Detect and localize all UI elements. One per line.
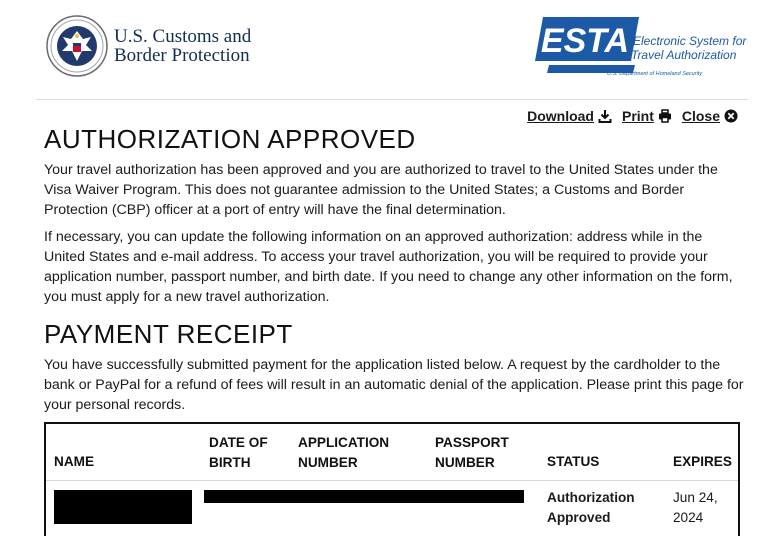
payment-heading: PAYMENT RECEIPT — [44, 319, 293, 349]
receipt-table — [44, 422, 740, 536]
expires-line2: 2024 — [673, 510, 704, 525]
col-status: STATUS — [547, 454, 600, 469]
col-app-line2: NUMBER — [298, 455, 358, 470]
status-line1: Authorization — [547, 490, 635, 505]
col-expires: EXPIRES — [673, 454, 732, 469]
authorization-paragraph-1: Your travel authorization has been approved and you are authorized to travel to the United States under the Visa Waiver Program. This does not guarantee admission to the United States; a Customs and Border Protection (CBP) officer at a port of entry will have the final determination. — [44, 162, 718, 218]
print-link[interactable] — [622, 108, 672, 124]
payment-paragraph: You have successfully submitted payment for the application listed below. A request by the cardholder to the bank or PayPal for a refund of fees will result in an automatic denial of the application. Please print this page for your personal records. — [44, 357, 744, 413]
print-icon — [658, 109, 672, 123]
col-application-number — [298, 433, 389, 473]
redacted-name — [54, 490, 192, 524]
col-name: NAME — [54, 454, 95, 469]
redacted-numbers — [204, 490, 524, 503]
download-icon — [598, 109, 612, 123]
download-link[interactable] — [527, 108, 612, 124]
expires-line1: Jun 24, — [673, 490, 718, 505]
dhs-seal-icon — [46, 15, 108, 77]
esta-full-line2: Travel Authorization — [631, 48, 737, 62]
col-passport-line1: PASSPORT — [435, 435, 509, 450]
esta-logo — [535, 15, 747, 81]
col-app-line1: APPLICATION — [298, 435, 390, 450]
download-label: Download — [527, 108, 594, 124]
col-dob-line1: DATE OF — [209, 435, 268, 450]
agency-name-line1: U.S. Customs and — [114, 26, 252, 47]
print-label: Print — [621, 108, 654, 124]
esta-dept: U.S. Department of Homeland Security — [607, 71, 703, 77]
esta-abbr: ESTA — [540, 22, 630, 60]
status-value — [547, 488, 635, 528]
agency-name-line2: Border Protection — [114, 45, 250, 66]
page-header — [0, 0, 768, 100]
authorization-heading: AUTHORIZATION APPROVED — [44, 124, 416, 154]
header-divider — [36, 99, 748, 100]
authorization-paragraph-2: If necessary, you can update the following information on an approved authorization: address while in the United States and e-mail address. To access your travel authorization, you will be required to provide your application number, passport number, and birth date. If you need to change any other information on the form, you must apply for a new travel authorization. — [44, 229, 733, 305]
close-icon — [724, 109, 738, 123]
expires-value — [673, 488, 718, 528]
close-link[interactable] — [682, 108, 738, 124]
close-label: Close — [681, 108, 720, 124]
status-line2: Approved — [547, 510, 611, 525]
action-links — [527, 108, 738, 124]
col-dob — [209, 433, 268, 473]
esta-full-line1: Electronic System for — [633, 34, 747, 48]
col-dob-line2: BIRTH — [209, 455, 251, 470]
header-row-separator — [46, 480, 738, 481]
col-passport-number — [435, 433, 509, 473]
col-passport-line2: NUMBER — [435, 455, 495, 470]
agency-name — [114, 27, 251, 65]
